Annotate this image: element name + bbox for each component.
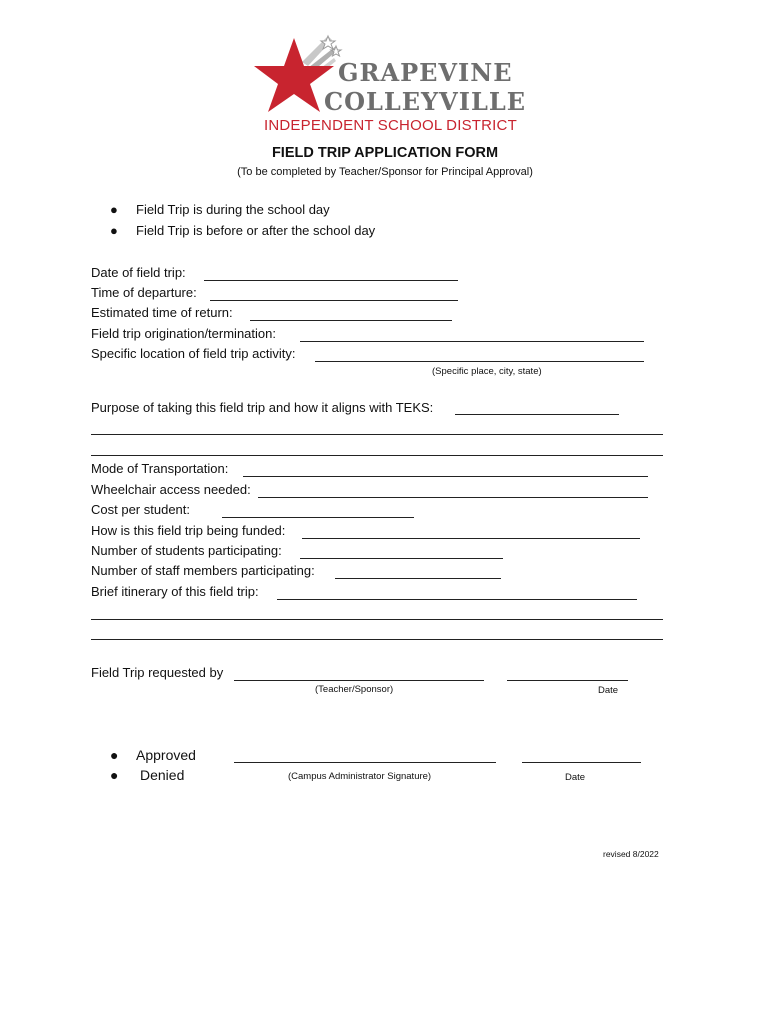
purpose-field[interactable] bbox=[455, 414, 619, 415]
revision-note: revised 8/2022 bbox=[603, 849, 659, 859]
staff-label: Number of staff members participating: bbox=[91, 563, 315, 578]
purpose-field-line3[interactable] bbox=[91, 455, 663, 456]
approval-option-label: Approved bbox=[136, 747, 196, 763]
return-field[interactable] bbox=[250, 320, 452, 321]
funding-label: How is this field trip being funded: bbox=[91, 523, 286, 538]
transport-field[interactable] bbox=[243, 476, 648, 477]
timing-option-label: Field Trip is during the school day bbox=[136, 202, 330, 217]
admin-caption: (Campus Administrator Signature) bbox=[288, 771, 432, 782]
bullet-icon: ● bbox=[110, 223, 118, 238]
cost-label: Cost per student: bbox=[91, 502, 190, 517]
bullet-icon: ● bbox=[110, 747, 119, 763]
requester-signature-field[interactable] bbox=[234, 680, 484, 681]
itinerary-field-line3[interactable] bbox=[91, 639, 663, 640]
timing-option-outside[interactable] bbox=[110, 223, 375, 238]
approval-date-caption: Date bbox=[565, 772, 586, 783]
date-label: Date of field trip: bbox=[91, 265, 186, 280]
students-label: Number of students participating: bbox=[91, 543, 282, 558]
staff-field[interactable] bbox=[335, 578, 501, 579]
request-date-field[interactable] bbox=[507, 680, 628, 681]
form-subtitle: (To be completed by Teacher/Sponsor for Principal Approval) bbox=[237, 166, 533, 178]
logo-name-line2: COLLEYVILLE bbox=[324, 87, 527, 116]
bullet-icon: ● bbox=[110, 767, 119, 783]
location-hint: (Specific place, city, state) bbox=[432, 366, 542, 377]
approval-option-approved[interactable] bbox=[110, 747, 196, 763]
approval-option-denied[interactable] bbox=[110, 767, 184, 783]
departure-label: Time of departure: bbox=[91, 285, 197, 300]
location-field[interactable] bbox=[315, 361, 644, 362]
purpose-field-line2[interactable] bbox=[91, 434, 663, 435]
date-field[interactable] bbox=[204, 280, 458, 281]
transport-label: Mode of Transportation: bbox=[91, 461, 229, 476]
approval-option-label: Denied bbox=[140, 767, 185, 783]
location-label: Specific location of field trip activity: bbox=[91, 346, 296, 361]
origin-field[interactable] bbox=[300, 341, 644, 342]
itinerary-field[interactable] bbox=[277, 599, 637, 600]
wheelchair-field[interactable] bbox=[258, 497, 648, 498]
cost-field[interactable] bbox=[222, 517, 414, 518]
wheelchair-label: Wheelchair access needed: bbox=[91, 482, 251, 497]
origin-label: Field trip origination/termination: bbox=[91, 326, 276, 341]
return-label: Estimated time of return: bbox=[91, 305, 233, 320]
form-title: FIELD TRIP APPLICATION FORM bbox=[271, 145, 499, 161]
bullet-icon: ● bbox=[110, 202, 118, 217]
purpose-label: Purpose of taking this field trip and how it aligns with TEKS: bbox=[91, 400, 434, 415]
requester-caption: (Teacher/Sponsor) bbox=[315, 684, 394, 695]
funding-field[interactable] bbox=[302, 538, 640, 539]
timing-option-label: Field Trip is before or after the school day bbox=[136, 223, 376, 238]
itinerary-label: Brief itinerary of this field trip: bbox=[91, 584, 259, 599]
approval-date-field[interactable] bbox=[522, 762, 641, 763]
logo-district-line: INDEPENDENT SCHOOL DISTRICT bbox=[264, 117, 517, 134]
students-field[interactable] bbox=[300, 558, 503, 559]
itinerary-field-line2[interactable] bbox=[91, 619, 663, 620]
timing-option-during[interactable] bbox=[110, 202, 330, 217]
admin-signature-field[interactable] bbox=[234, 762, 496, 763]
departure-field[interactable] bbox=[210, 300, 458, 301]
requested-by-label: Field Trip requested by bbox=[91, 665, 224, 680]
request-date-caption: Date bbox=[598, 685, 619, 696]
logo-name-line1: GRAPEVINE bbox=[338, 58, 513, 87]
